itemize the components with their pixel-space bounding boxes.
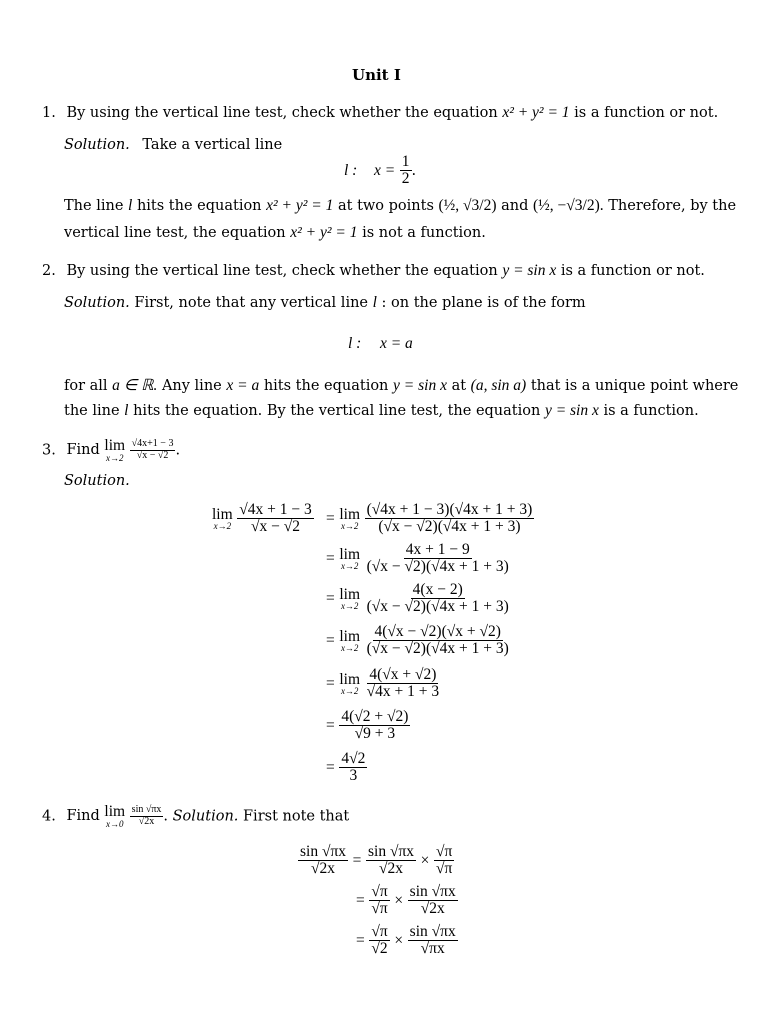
q3-derivation-step-2: = lim x→2 $\frac{4x + 1 - 9}{(√x - √2)(√4x + 1 + 3)}$ — [326, 541, 509, 576]
q4-derivation-step-0: $\frac{\sin √\pi x}{√2x}$ = $\frac{\sin √\pi x}{√2x}$ × $\frac{√\pi}{√\pi}$ — [300, 843, 453, 878]
q3-derivation-step-6: = $\frac{4(√2 + √2)}{√9 + 3}$ — [326, 708, 409, 743]
q3-question: 3. Find lim x→2 $\frac{√4x+1 - 3}{√x - √2}$ . — [42, 437, 181, 463]
page-title: Unit I — [352, 66, 401, 84]
q1-solution-intro: Solution. Take a vertical line — [64, 137, 283, 153]
q3-number: 3. — [42, 442, 56, 459]
q3-derivation-step-5: = lim x→2 $\frac{4(√x + √2)}{√4x + 1 + 3}$ — [326, 666, 440, 701]
q4-question: 4. Find lim x→0 $\frac{\sin √\pi x}{√2x}$ . Solution. First note that — [42, 803, 350, 829]
q1-paragraph-line1: The line l hits the equation x² + y² = 1 at two points (½, √3/2) and (½, −√3/2). Therefore, by the — [64, 197, 737, 214]
q2-number: 2. — [42, 263, 56, 279]
q1-paragraph-line2: vertical line test, the equation x² + y² = 1 is not a function. — [64, 224, 486, 241]
q4-derivation-step-2: = $\frac{√\pi}{√2}$ × $\frac{\sin √\pi x}{√\pi x}$ — [356, 923, 456, 958]
q1-number: 1. — [42, 105, 56, 121]
q2-question: 2. By using the vertical line test, check whether the equation y = sin x is a function or not. — [42, 262, 705, 279]
q3-derivation-step-3: = lim x→2 $\frac{4(x - 2)}{(√x - √2)(√4x + 1 + 3)}$ — [326, 581, 509, 616]
q2-line-equation: l : x = a — [348, 335, 413, 352]
q1-question: 1. By using the vertical line test, check whether the equation x² + y² = 1 is a function or not. — [42, 104, 719, 121]
q1-line-equation: l : x = $\frac{1}{2}$ . — [344, 153, 417, 188]
q4-derivation-step-1: = $\frac{√\pi}{√\pi}$ × $\frac{\sin √\pi x}{√2x}$ — [356, 883, 456, 918]
q3-solution-label: Solution. — [64, 473, 130, 489]
q3-derivation-step-7: = $\frac{4√2}{3}$ — [326, 750, 366, 785]
q2-paragraph-line1: for all a ∈ ℝ. Any line x = a hits the equation y = sin x at (a, sin a) that is a unique point where — [64, 377, 739, 394]
q3-derivation-step-0: lim x→2 $\frac{√4x + 1 - 3}{√x - √2}$ — [212, 501, 312, 536]
q2-paragraph-line2: the line l hits the equation. By the vertical line test, the equation y = sin x is a function. — [64, 402, 699, 419]
q4-number: 4. — [42, 808, 56, 825]
q3-derivation-step-4: = lim x→2 $\frac{4(√x - √2)(√x + √2)}{(√x - √2)(√4x + 1 + 3)}$ — [326, 623, 509, 658]
q3-derivation-step-1: = lim x→2 $\frac{(√4x + 1 - 3)(√4x + 1 + 3)}{(√x - √2)(√4x + 1 + 3)}$ — [326, 501, 533, 536]
q2-solution-intro: Solution. First, note that any vertical line l : on the plane is of the form — [64, 294, 586, 311]
